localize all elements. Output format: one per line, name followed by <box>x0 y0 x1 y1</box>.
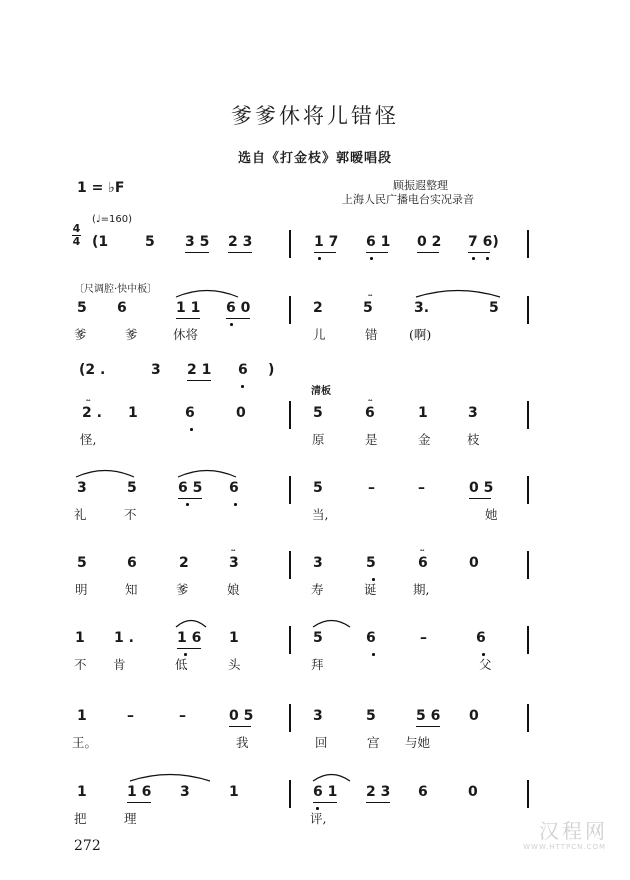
note: 1 . <box>114 630 134 646</box>
note: 6 1 <box>366 234 391 250</box>
note: 1 1 <box>176 300 201 316</box>
octave-dot-low <box>316 807 319 810</box>
octave-dot-low <box>230 323 233 326</box>
note: 3 <box>313 708 323 724</box>
eighth-underline <box>416 726 440 727</box>
note: – <box>127 708 134 724</box>
lyric: 爹 <box>74 327 87 342</box>
watermark-logo: 汉程网 <box>539 819 608 843</box>
octave-dot-low <box>482 653 485 656</box>
lyric: 爹 <box>125 327 138 342</box>
note: 6 <box>365 405 375 421</box>
note: 2 3 <box>228 234 253 250</box>
note: 3 <box>313 555 323 571</box>
lyric: 休将 <box>173 327 199 342</box>
lyric: 她 <box>485 507 498 522</box>
lyric: 礼 <box>74 507 87 522</box>
song-subtitle: 选自《打金枝》郭暧唱段 <box>237 151 392 166</box>
lyric: 不 <box>124 507 137 522</box>
slur-mark <box>313 618 350 628</box>
barline <box>289 780 291 808</box>
source-credit: 上海人民广播电台实况录音 <box>342 193 474 206</box>
note: (2 . <box>79 362 106 378</box>
slur-mark <box>313 772 350 782</box>
lyric: 评, <box>310 811 327 826</box>
octave-dot-low <box>184 653 187 656</box>
slur-mark <box>76 468 134 478</box>
lyric: 我 <box>236 735 249 750</box>
lyric: 把 <box>74 811 87 826</box>
note: 3 <box>229 555 239 571</box>
page-number: 272 <box>74 838 101 854</box>
ornament-mark: 𝆗 <box>368 395 373 404</box>
barline <box>527 704 529 732</box>
barline <box>527 296 529 324</box>
ornament-mark: 𝆗 <box>420 545 425 554</box>
slur-mark <box>130 772 210 782</box>
lyric: 原 <box>312 432 325 447</box>
note: 6 <box>418 555 428 571</box>
note: 3. <box>414 300 430 316</box>
lyric: 枝 <box>467 432 480 447</box>
lyric: 诞 <box>364 582 377 597</box>
note: 5 <box>77 555 87 571</box>
slur-mark <box>176 618 206 628</box>
lyric: 寿 <box>311 582 324 597</box>
time-denominator: 4 <box>72 235 81 248</box>
eighth-underline <box>366 802 390 803</box>
barline <box>527 476 529 504</box>
note: 1 <box>229 630 239 646</box>
lyric: 当, <box>312 507 329 522</box>
note: 2 <box>313 300 323 316</box>
lyric: (啊) <box>409 327 432 342</box>
eighth-underline <box>468 252 490 253</box>
eighth-underline <box>469 498 491 499</box>
barline <box>527 551 529 579</box>
barline <box>289 296 291 324</box>
note: 2 1 <box>187 362 212 378</box>
note: 5 <box>145 234 155 250</box>
barline <box>289 551 291 579</box>
note: 1 6 <box>177 630 202 646</box>
note: 3 <box>77 480 87 496</box>
note: – <box>418 480 425 496</box>
eighth-underline <box>177 648 201 649</box>
lyric: 娘 <box>227 582 240 597</box>
lyric: 宫 <box>367 735 380 750</box>
barline <box>289 401 291 429</box>
eighth-underline <box>127 802 151 803</box>
note: 1 6 <box>127 784 152 800</box>
note: 5 <box>366 708 376 724</box>
lyric: 不 <box>74 657 87 672</box>
eighth-underline <box>187 380 211 381</box>
note: 0 <box>468 784 478 800</box>
note: (1 <box>92 234 109 250</box>
note: 5 <box>77 300 87 316</box>
note: 5 <box>313 480 323 496</box>
note: 0 <box>236 405 246 421</box>
eighth-underline <box>178 498 202 499</box>
time-signature <box>72 223 81 248</box>
barline <box>289 626 291 654</box>
eighth-underline <box>228 252 252 253</box>
note: 6 <box>229 480 239 496</box>
note: 0 <box>469 555 479 571</box>
octave-dot-low <box>370 257 373 260</box>
note: 1 <box>77 708 87 724</box>
note: 3 <box>180 784 190 800</box>
note: 1 <box>75 630 85 646</box>
note: 6 <box>117 300 127 316</box>
note: 6 1 <box>313 784 338 800</box>
tempo-marking: (♩=160) <box>92 214 132 225</box>
note: 5 6 <box>416 708 441 724</box>
ornament-mark: 𝆗 <box>231 545 236 554</box>
note: 6 <box>476 630 486 646</box>
lyric: 是 <box>365 432 378 447</box>
note: – <box>420 630 427 646</box>
note: 6 <box>418 784 428 800</box>
note: 5 <box>313 405 323 421</box>
lyric: 儿 <box>313 327 326 342</box>
lyric: 王。 <box>72 735 98 750</box>
barline <box>527 626 529 654</box>
eighth-underline <box>229 726 251 727</box>
note: 5 <box>363 300 373 316</box>
note: 1 <box>418 405 428 421</box>
octave-dot-low <box>372 578 375 581</box>
barline <box>527 230 529 258</box>
eighth-underline <box>313 802 337 803</box>
eighth-underline <box>417 252 439 253</box>
note: – <box>179 708 186 724</box>
lyric: 理 <box>124 811 137 826</box>
eighth-underline <box>314 252 336 253</box>
free-meter-marker: 清板 <box>311 386 331 397</box>
octave-dot-low <box>318 257 321 260</box>
note: 5 <box>366 555 376 571</box>
lyric: 头 <box>228 657 241 672</box>
octave-dot-low <box>190 428 193 431</box>
note: 0 <box>469 708 479 724</box>
arranger-credit: 顾振遐整理 <box>393 179 448 192</box>
octave-dot-low <box>186 503 189 506</box>
lyric: 低 <box>175 657 188 672</box>
note: 2 . <box>82 405 102 421</box>
note: 1 <box>128 405 138 421</box>
lyric: 错 <box>365 327 378 342</box>
key-signature: 1 = ♭F <box>77 180 125 196</box>
note: 3 <box>151 362 161 378</box>
lyric: 金 <box>418 432 431 447</box>
barline <box>527 780 529 808</box>
song-title: 爹爹休将儿错怪 <box>231 104 399 128</box>
lyric: 父 <box>479 657 492 672</box>
slur-mark <box>416 288 500 298</box>
note: 3 <box>468 405 478 421</box>
barline <box>289 476 291 504</box>
note: 0 5 <box>469 480 494 496</box>
note: 3 5 <box>185 234 210 250</box>
note: 6 <box>238 362 248 378</box>
note: 5 <box>313 630 323 646</box>
eighth-underline <box>226 318 250 319</box>
lyric: 怪, <box>80 432 97 447</box>
barline <box>289 230 291 258</box>
note: 1 <box>77 784 87 800</box>
note: 1 7 <box>314 234 339 250</box>
note: 6 5 <box>178 480 203 496</box>
slur-mark <box>176 288 238 298</box>
note: 5 <box>489 300 499 316</box>
note: 2 <box>179 555 189 571</box>
lyric: 与她 <box>405 735 431 750</box>
watermark-url: WWW.HTTPCN.COM <box>523 843 606 851</box>
lyric: 肯 <box>113 657 126 672</box>
note: 6 0 <box>226 300 251 316</box>
note: 6 <box>127 555 137 571</box>
note: 0 5 <box>229 708 254 724</box>
tune-marker: 〔尺调腔·快中板〕 <box>74 284 158 295</box>
note: 6 <box>185 405 195 421</box>
lyric: 期, <box>413 582 430 597</box>
lyric: 明 <box>75 582 88 597</box>
octave-dot-low <box>472 257 475 260</box>
barline <box>527 401 529 429</box>
note: – <box>368 480 375 496</box>
lyric: 知 <box>125 582 138 597</box>
lyric: 回 <box>315 735 328 750</box>
note: 7 6) <box>468 234 499 250</box>
note: ) <box>268 362 275 378</box>
note: 2 3 <box>366 784 391 800</box>
lyric: 拜 <box>311 657 324 672</box>
note: 1 <box>229 784 239 800</box>
note: 0 2 <box>417 234 442 250</box>
lyric: 爹 <box>176 582 189 597</box>
slur-mark <box>178 468 236 478</box>
octave-dot-low <box>241 385 244 388</box>
octave-dot-low <box>234 503 237 506</box>
ornament-mark: 𝆗 <box>86 395 91 404</box>
note: 5 <box>127 480 137 496</box>
note: 6 <box>366 630 376 646</box>
time-numerator: 4 <box>72 222 81 235</box>
octave-dot-low <box>372 653 375 656</box>
eighth-underline <box>176 318 200 319</box>
eighth-underline <box>185 252 209 253</box>
ornament-mark: 𝆗 <box>368 290 373 299</box>
eighth-underline <box>366 252 388 253</box>
octave-dot-low <box>486 257 489 260</box>
barline <box>289 704 291 732</box>
